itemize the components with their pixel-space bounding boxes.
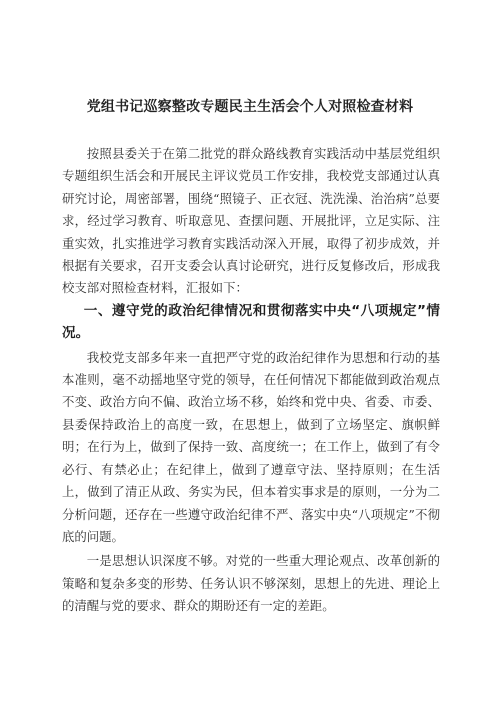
section-heading-1: 一、遵守党的政治纪律情况和贯彻落实中央“八项规定”情况。 <box>62 302 440 342</box>
section-1-paragraph: 我校党支部多年来一直把严守党的政治纪律作为思想和行动的基本准则，毫不动摇地坚守党的领导，在任何情况下都能做到政治观点不变、政治方向不偏、政治立场不移，始终和党中央、省委、市委、县委保持政治上的高度一致，在思想上，做到了立场坚定、旗帜鲜明；在行为上，做到了保持一致、高度统一；在工作上，做到了有令必行、有禁必止；在纪律上，做到了遵章守法、坚持原则；在生活上，做到了清正从政、务实为民，但本着实事求是的原则，一分为二分析问题，还存在一些遵守政治纪律不严、落实中央“八项规定”不彻底的问题。 <box>62 349 440 544</box>
document-title: 党组书记巡察整改专题民主生活会个人对照检查材料 <box>86 99 414 115</box>
document-body <box>62 143 440 618</box>
point-1-paragraph: 一是思想认识深度不够。对党的一些重大理论观点、改革创新的策略和复杂多变的形势、任务认识不够深刻，思想上的先进、理论上的清醒与党的要求、群众的期盼还有一定的差距。 <box>62 553 440 614</box>
intro-paragraph: 按照县委关于在第二批党的群众路线教育实践活动中基层党组织专题组织生活会和开展民主评议党员工作安排，我校党支部通过认真研究讨论，周密部署，围绕“照镜子、正衣冠、洗洗澡、治治病”总要求，经过学习教育、听取意见、查摆问题、开展批评，立足实际、注重实效，扎实推进学习教育实践活动深入开展，取得了初步成效，并根据有关要求，召开支委会认真讨论研究，进行反复修改后，形成我校支部对照检查材料，汇报如下： <box>62 146 440 296</box>
